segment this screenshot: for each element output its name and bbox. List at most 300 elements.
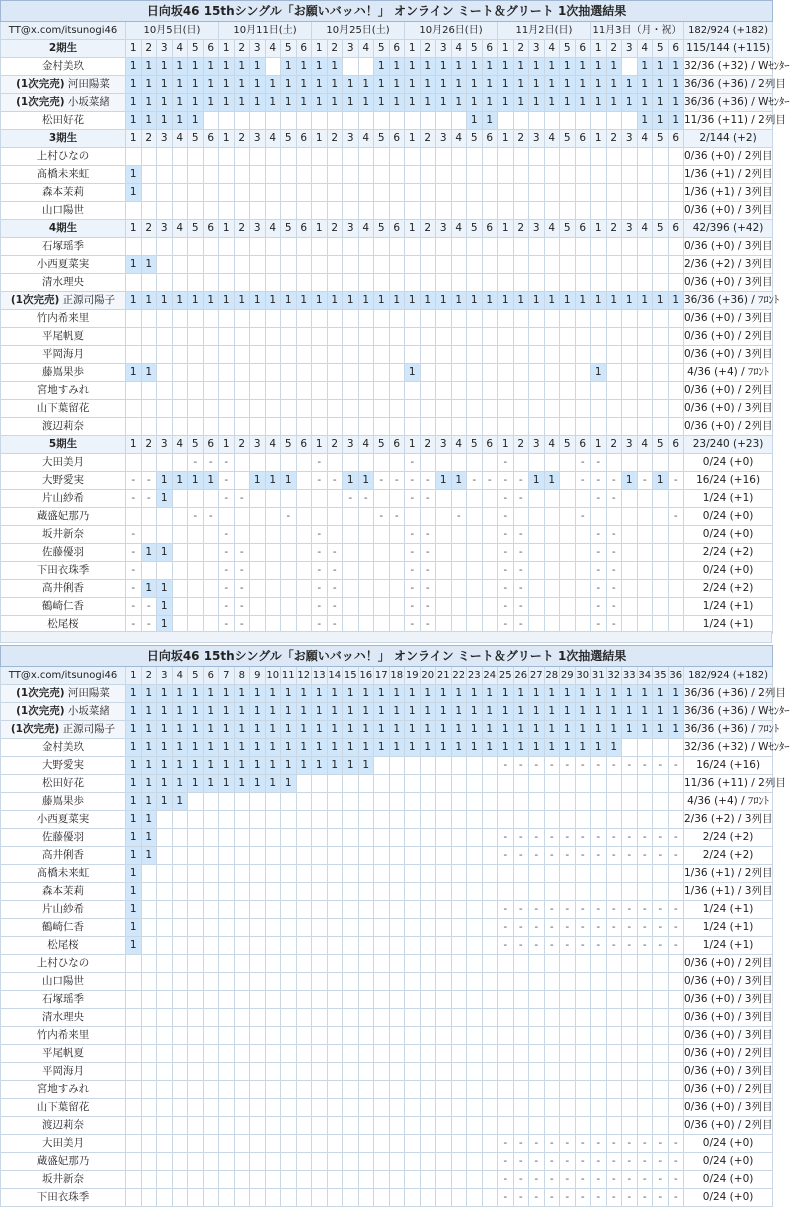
slot-cell [482,166,498,184]
slot-cell [622,811,638,829]
slot-cell: - [544,1153,560,1171]
slot-cell: - [653,919,669,937]
member-summary: 16/24 (+16) [684,472,773,490]
slot-cell: 1 [141,703,157,721]
slot-number: 4 [172,220,188,238]
slot-cell [668,883,684,901]
slot-cell [126,1099,142,1117]
slot-cell: - [668,919,684,937]
date-header: 11月3日（月・祝） [591,22,684,40]
slot-cell: - [141,616,157,634]
slot-cell [265,1009,281,1027]
slot-cell [467,793,483,811]
slot-cell [591,1063,607,1081]
slot-cell [157,973,173,991]
member-row [1,757,773,775]
slot-cell [281,598,297,616]
slot-cell [606,328,622,346]
slot-cell [560,544,576,562]
member-summary: 36/36 (+36) / ﾌﾛﾝﾄ [684,721,773,739]
slot-number: 2 [420,130,436,148]
slot-cell [265,382,281,400]
slot-cell: 1 [296,76,312,94]
slot-cell [436,580,452,598]
slot-cell [281,184,297,202]
slot-cell [312,328,328,346]
slot-cell [560,775,576,793]
slot-number: 4 [637,40,653,58]
slot-cell: 1 [591,94,607,112]
member-name-cell [1,526,126,544]
slot-cell [219,508,235,526]
slot-cell [343,1063,359,1081]
slot-cell: 1 [358,94,374,112]
slot-number: 6 [203,667,219,685]
slot-cell [482,202,498,220]
slot-cell [343,1117,359,1135]
slot-cell [203,1189,219,1207]
slot-cell [405,1171,421,1189]
slot-cell [637,166,653,184]
slot-cell [172,1063,188,1081]
slot-cell: - [234,580,250,598]
slot-cell [482,1189,498,1207]
slot-cell [172,1135,188,1153]
member-row [1,1135,773,1153]
slot-cell [467,328,483,346]
slot-cell [141,310,157,328]
slot-cell [637,1027,653,1045]
slot-cell: 1 [141,544,157,562]
slot-cell [327,238,343,256]
sold-out-tag: (1次完売) [10,294,60,306]
slot-cell [157,238,173,256]
slot-cell [265,793,281,811]
slot-cell: - [575,1189,591,1207]
slot-cell [343,202,359,220]
slot-cell [498,310,514,328]
slot-cell [451,973,467,991]
slot-cell [203,793,219,811]
member-name-cell [1,112,126,130]
slot-number: 1 [126,436,142,454]
slot-cell [591,328,607,346]
table-title: 日向坂46 15thシングル「お願いバッハ！」 オンライン ミート＆グリート 1次抽選結果 [1,1,773,22]
slot-cell [188,973,204,991]
slot-cell: - [637,919,653,937]
slot-cell: 1 [234,94,250,112]
slot-number: 3 [157,436,173,454]
slot-number: 2 [606,40,622,58]
slot-cell [637,811,653,829]
slot-cell: - [513,580,529,598]
slot-cell [436,847,452,865]
slot-cell: - [606,1153,622,1171]
slot-cell: - [513,562,529,580]
slot-cell [498,775,514,793]
slot-cell [327,1027,343,1045]
slot-cell [498,382,514,400]
slot-cell: 1 [250,775,266,793]
slot-cell [281,310,297,328]
member-name: 高井俐香 [42,582,84,594]
slot-cell [219,112,235,130]
slot-cell [250,1009,266,1027]
slot-cell [296,346,312,364]
slot-cell [560,580,576,598]
slot-cell [126,1027,142,1045]
slot-cell [296,991,312,1009]
member-name: 下田衣珠季 [36,1191,90,1203]
sold-out-tag: (1次完売) [16,687,65,699]
slot-cell: - [668,472,684,490]
slot-cell: 1 [622,685,638,703]
slot-cell [389,112,405,130]
slot-cell: - [560,1153,576,1171]
slot-cell [188,955,204,973]
slot-cell [203,919,219,937]
member-row [1,400,773,418]
slot-cell [358,1189,374,1207]
slot-number: 3 [157,130,173,148]
slot-cell [513,112,529,130]
slot-cell: - [327,562,343,580]
slot-cell [157,202,173,220]
slot-cell [529,1009,545,1027]
slot-number: 9 [250,667,266,685]
slot-cell [544,346,560,364]
slot-cell [327,184,343,202]
slot-cell: - [312,598,328,616]
slot-cell [281,793,297,811]
slot-cell [389,847,405,865]
slot-cell [513,1081,529,1099]
slot-number: 6 [575,220,591,238]
slot-cell [482,919,498,937]
slot-cell [250,1081,266,1099]
slot-cell [482,544,498,562]
slot-cell: - [544,919,560,937]
slot-cell [668,166,684,184]
slot-number: 1 [498,40,514,58]
slot-cell: 1 [544,703,560,721]
slot-cell [482,793,498,811]
slot-cell: 1 [157,472,173,490]
slot-cell [281,1189,297,1207]
slot-cell [560,865,576,883]
slot-cell: 1 [560,94,576,112]
slot-cell [591,238,607,256]
slot-number: 35 [653,667,669,685]
member-name: 正源司陽子 [62,723,116,735]
slot-cell [405,1153,421,1171]
slot-cell [529,202,545,220]
member-name-cell [1,400,126,418]
slot-cell [296,364,312,382]
slot-cell [141,328,157,346]
slot-cell [513,400,529,418]
slot-cell: - [498,454,514,472]
slot-cell [312,1009,328,1027]
slot-cell [296,883,312,901]
slot-cell: 1 [250,739,266,757]
slot-cell [560,973,576,991]
slot-cell: - [560,829,576,847]
slot-cell [126,1063,142,1081]
grand-total: 182/924 (+182) [684,22,773,40]
slot-cell [358,1171,374,1189]
member-summary: 1/36 (+1) / 3列目 [684,883,773,901]
slot-cell [575,1045,591,1063]
slot-cell: 1 [141,757,157,775]
slot-cell [420,883,436,901]
slot-cell [234,955,250,973]
slot-cell [513,364,529,382]
slot-cell [374,598,390,616]
slot-cell [436,148,452,166]
slot-cell [591,973,607,991]
slot-number: 5 [188,40,204,58]
slot-cell [358,580,374,598]
slot-cell: 1 [203,757,219,775]
slot-cell [544,418,560,436]
slot-number: 2 [513,220,529,238]
slot-cell: 1 [126,829,142,847]
slot-cell [544,382,560,400]
slot-cell: - [529,1171,545,1189]
slot-cell [343,883,359,901]
slot-cell: 1 [622,721,638,739]
slot-cell [234,184,250,202]
slot-cell [482,454,498,472]
sold-out-tag: (1次完売) [16,96,65,108]
slot-cell [296,1009,312,1027]
slot-cell [327,364,343,382]
slot-cell [374,901,390,919]
slot-cell [219,1189,235,1207]
slot-cell: - [312,454,328,472]
slot-cell: 1 [188,292,204,310]
slot-cell: 1 [126,937,142,955]
slot-cell: - [529,919,545,937]
slot-number: 1 [312,130,328,148]
slot-cell [389,883,405,901]
member-name: 石塚瑶季 [42,240,84,252]
slot-cell: 1 [591,76,607,94]
slot-cell [544,955,560,973]
slot-cell [405,148,421,166]
slot-cell [668,400,684,418]
slot-cell [265,598,281,616]
slot-cell: 1 [157,58,173,76]
slot-cell [327,418,343,436]
slot-cell: 1 [126,685,142,703]
slot-number: 2 [513,40,529,58]
slot-cell: 1 [653,76,669,94]
slot-cell: 1 [637,76,653,94]
slot-cell: 1 [467,112,483,130]
slot-cell [436,112,452,130]
member-name-cell [1,991,126,1009]
member-name-cell [1,757,126,775]
slot-cell [157,847,173,865]
slot-cell [234,526,250,544]
slot-cell: 1 [157,703,173,721]
slot-number: 2 [234,436,250,454]
slot-cell: - [498,616,514,634]
slot-cell [157,1027,173,1045]
slot-cell [203,256,219,274]
slot-cell [281,454,297,472]
slot-cell [606,1009,622,1027]
slot-cell [157,346,173,364]
slot-cell: - [327,598,343,616]
slot-cell [296,526,312,544]
slot-cell [405,865,421,883]
slot-cell [560,400,576,418]
slot-cell [250,256,266,274]
slot-cell: 1 [157,292,173,310]
slot-cell [653,310,669,328]
slot-cell [498,166,514,184]
slot-cell [312,865,328,883]
slot-cell [188,1117,204,1135]
slot-cell [637,955,653,973]
slot-cell [575,973,591,991]
slot-cell [250,919,266,937]
slot-number: 20 [420,667,436,685]
slot-cell [343,1045,359,1063]
slot-cell [327,490,343,508]
slot-cell [157,1063,173,1081]
slot-cell [622,490,638,508]
slot-cell: 1 [668,94,684,112]
slot-cell: 1 [467,76,483,94]
slot-cell [653,955,669,973]
slot-cell [575,166,591,184]
slot-cell [219,1135,235,1153]
slot-cell [668,1117,684,1135]
slot-cell [126,1189,142,1207]
slot-cell [622,1027,638,1045]
slot-cell [141,901,157,919]
slot-cell [250,274,266,292]
slot-cell: 1 [312,292,328,310]
slot-cell: 1 [513,58,529,76]
slot-cell [560,1081,576,1099]
slot-cell: 1 [374,94,390,112]
slot-number: 2 [420,436,436,454]
slot-number: 5 [188,130,204,148]
slot-cell: 1 [451,76,467,94]
slot-cell [436,1189,452,1207]
slot-cell [188,883,204,901]
slot-cell [141,1117,157,1135]
slot-cell [157,1117,173,1135]
member-name-cell [1,829,126,847]
slot-cell [482,991,498,1009]
slot-cell [436,1045,452,1063]
slot-cell [467,166,483,184]
slot-cell [467,865,483,883]
slot-cell [482,1045,498,1063]
slot-cell: 1 [234,685,250,703]
slot-cell: - [498,1153,514,1171]
member-row [1,811,773,829]
slot-cell [265,148,281,166]
slot-cell: 1 [126,847,142,865]
slot-cell [327,148,343,166]
slot-cell [157,526,173,544]
slot-cell: - [591,598,607,616]
slot-cell [250,310,266,328]
slot-cell [405,847,421,865]
slot-number: 32 [606,667,622,685]
slot-cell: 1 [405,76,421,94]
slot-cell [405,418,421,436]
member-name: 小坂菜緒 [67,96,110,108]
slot-cell [343,364,359,382]
slot-cell [219,1081,235,1099]
slot-cell [544,310,560,328]
slot-cell [157,1135,173,1153]
member-name-cell [1,256,126,274]
generation-row [1,130,773,148]
member-summary: 11/36 (+11) / 2列目 [684,112,773,130]
slot-cell [498,202,514,220]
slot-cell [653,184,669,202]
member-summary: 1/24 (+1) [684,598,773,616]
slot-cell: 1 [451,721,467,739]
slot-cell [482,418,498,436]
member-row [1,1027,773,1045]
slot-cell: 1 [296,292,312,310]
slot-cell: 1 [575,703,591,721]
member-name-cell [1,328,126,346]
slot-number: 23 [467,667,483,685]
member-summary: 0/36 (+0) / 3列目 [684,310,773,328]
slot-number: 4 [172,436,188,454]
slot-cell: 1 [312,739,328,757]
slot-cell [467,238,483,256]
slot-cell: 1 [513,685,529,703]
slot-cell [436,382,452,400]
member-name-cell [1,901,126,919]
slot-cell: - [141,472,157,490]
slot-cell [343,811,359,829]
slot-cell [389,364,405,382]
slot-cell [188,1045,204,1063]
slot-number: 1 [219,436,235,454]
slot-cell [637,1045,653,1063]
slot-cell: 1 [281,721,297,739]
slot-cell [591,1027,607,1045]
slot-cell [560,1045,576,1063]
slot-cell [203,1117,219,1135]
slot-cell: 1 [265,76,281,94]
slot-cell: - [606,847,622,865]
slot-cell [141,346,157,364]
slot-cell [141,184,157,202]
slot-cell: 1 [250,703,266,721]
slot-cell: 1 [343,721,359,739]
slot-cell [420,1009,436,1027]
slot-cell [172,1099,188,1117]
slot-cell: 1 [482,703,498,721]
slot-cell: 1 [141,76,157,94]
slot-cell [312,310,328,328]
slot-cell [358,1027,374,1045]
